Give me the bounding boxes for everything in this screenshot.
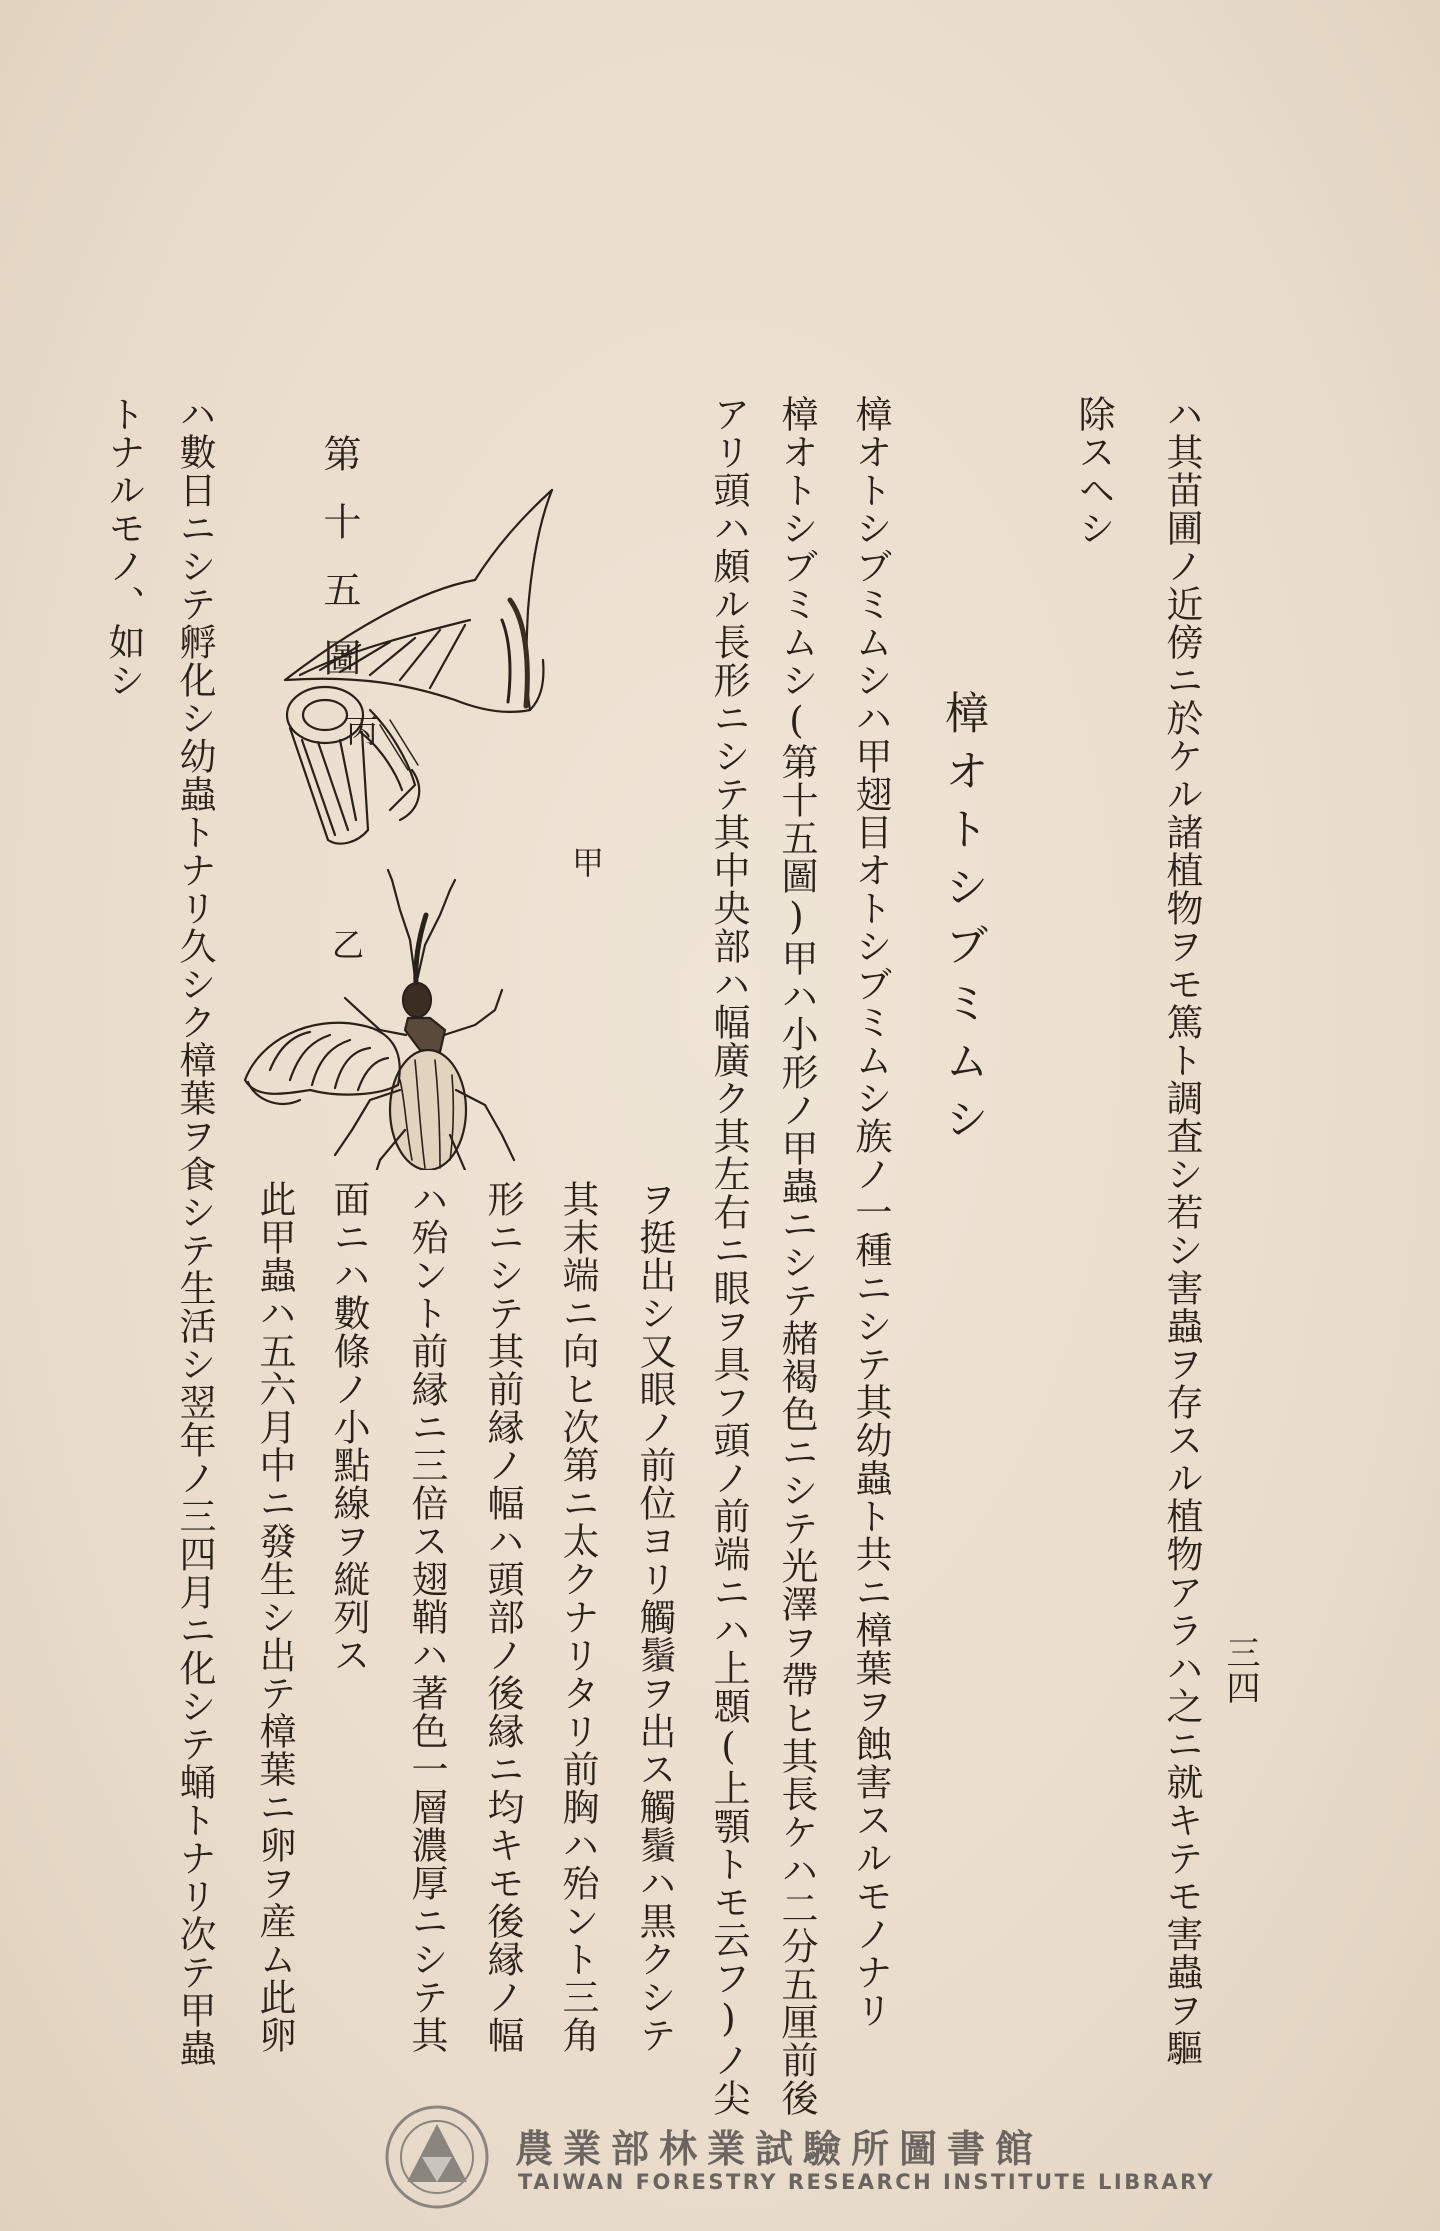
text-column-5: 樟オトシブミムシ(第十五圖)甲ハ小形ノ甲蟲ニシテ赭褐色ニシテ光澤ヲ帶ヒ其長ケハ二分五厘前後: [775, 395, 818, 2117]
weevil-illustration: [240, 470, 700, 1170]
text-column-14: トナルモノ、如シ: [102, 395, 145, 699]
figure-label-otsu: 乙: [332, 926, 365, 964]
text-column-8: 其末端ニ向ヒ次第ニ太クナリタリ前胸ハ殆ント三角: [556, 1180, 599, 2054]
library-name-en: TAIWAN FORESTRY RESEARCH INSTITUTE LIBRARY: [518, 2170, 1216, 2194]
figure-label-ko: 甲: [572, 844, 605, 882]
text-column-10: ハ殆ント前縁ニ三倍ス翅鞘ハ著色一層濃厚ニシテ其: [405, 1180, 448, 2054]
text-column-1: ハ其苗圃ノ近傍ニ於ケル諸植物ヲモ篤ト調査シ若シ害蟲ヲ存スル植物アラハ之ニ就キテモ害蟲ヲ驅: [1160, 395, 1203, 2067]
text-column-13: ハ數日ニシテ孵化シ幼蟲トナリ久シク樟葉ヲ食シテ生活シ翌年ノ三四月ニ化シテ蛹トナリ次テ甲蟲: [173, 395, 216, 2067]
library-name-zh: 農業部林業試驗所圖書館: [515, 2127, 1044, 2171]
section-heading: 樟オトシブミムシ: [937, 690, 988, 1154]
weevil-beetle-figure: [335, 870, 514, 1170]
larva-figure: [245, 1023, 400, 1104]
page-number: 三四: [1220, 1635, 1260, 1705]
figure-caption-text: 第十五圖: [317, 434, 361, 706]
text-column-7: ヲ挺出シ又眼ノ前位ヨリ觸鬚ヲ出ス觸鬚ハ黒クシテ: [633, 1180, 676, 2054]
text-column-12: 此甲蟲ハ五六月中ニ發生シ出テ樟葉ニ卵ヲ産ム此卵: [253, 1180, 296, 2054]
text-column-2: 除スヘシ: [1072, 395, 1115, 547]
text-column-9: 形ニシテ其前縁ノ幅ハ頭部ノ後縁ニ均キモ後縁ノ幅: [481, 1180, 524, 2054]
rolled-leaf-figure: [285, 490, 552, 844]
library-seal-icon: [382, 2102, 492, 2212]
text-column-4: 樟オトシブミムシハ甲翅目オトシブミムシ族ノ一種ニシテ其幼蟲ト共ニ樟葉ヲ蝕害スルモノナリ: [849, 395, 892, 2029]
figure-label-hei: 丙: [346, 712, 379, 750]
text-column-6: アリ頭ハ頗ル長形ニシテ其中央部ハ幅廣ク其左右ニ眼ヲ具フ頭ノ前端ニハ上顋(上顎トモ云フ)ノ尖: [707, 395, 750, 2117]
text-column-11: 面ニハ數條ノ小點線ヲ縦列ス: [327, 1180, 370, 1674]
